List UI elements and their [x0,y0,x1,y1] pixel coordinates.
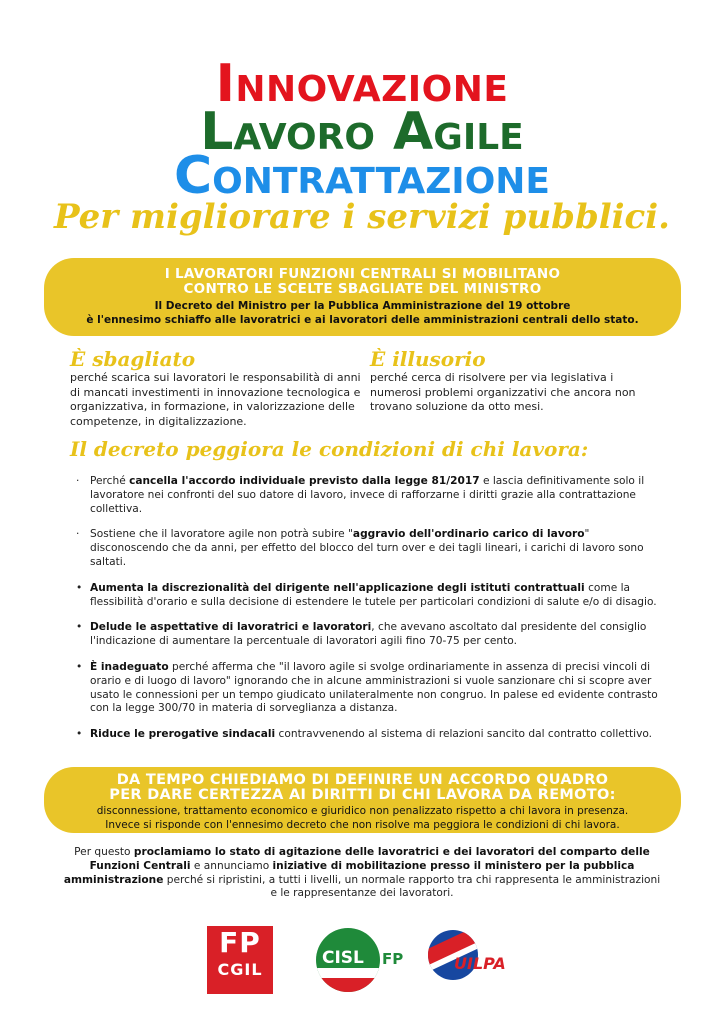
closing-paragraph: Per questo proclamiamo lo stato di agitazione delle lavoratrici e dei lavoratori del comparto delle Funzioni Centrali e annunciamo iniziative di mobilitazione presso il ministero per la pubblica amministrazione perché si ripristini, a tutti i livelli, un normale rapporto tra chi rappresenta le amministrazioni e le rappresentanze dei lavoratori. [63,846,661,900]
union-logos [0,922,724,1002]
subtitle: Per migliorare i servizi pubblici. [53,197,671,237]
bullet-dot-icon: • [76,621,83,634]
banner-mobilitazione [44,258,681,336]
banner-title-line2: CONTRO LE SCELTE SBAGLIATE DEL MINISTRO [183,281,542,297]
banner-sub-line2: è l'ennesimo schiaffo alle lavoratrici e ai lavoratori delle amministrazioni centrali dello stato. [86,314,639,326]
cisl-circle-icon: CISL [316,928,380,992]
column-body: perché cerca di risolvere per via legislativa i numerosi problemi organizzativi che ancora non trovano soluzione da otto mesi. [370,371,636,413]
bullet-dot-icon: • [76,728,83,741]
section-title: Il decreto peggiora le condizioni di chi lavora: [70,437,589,461]
list-item: • È inadeguato perché afferma che "il lavoro agile si svolge ordinariamente in assenza di precisi vincoli di orario e di luogo di lavoro" ignorando che in alcune amministrazioni si vuole sanzionare chi si scopre aver usato le connessioni per un tempo giudicato unilateralmente non congruo. In palese ed evidente contrasto con la legge 300/70 in materia di sorveglianza a distanza. [76,660,658,715]
column-illusorio [370,347,650,415]
column-heading: È sbagliato [70,347,196,371]
list-item: · Sostiene che il lavoratore agile non potrà subire "aggravio dell'ordinario carico di lavoro" disconoscendo che da anni, per effetto del blocco del turn over e dei tagli lineari, i carichi di lavoro sono saltati. [76,528,644,568]
list-item: • Riduce le prerogative sindacali contravvenendo al sistema di relazioni sancito dal contratto collettivo. [76,728,652,741]
column-heading: È illusorio [370,347,486,371]
banner-title-line1: I LAVORATORI FUNZIONI CENTRALI SI MOBILITANO [164,266,561,282]
bullet-dot-icon: • [76,581,83,594]
headline-contrattazione: Contrattazione [173,146,551,206]
cisl-fp-logo: CISL FP [316,928,412,992]
bullet-list [76,475,661,742]
fp-cgil-logo: FP CGIL [207,926,273,994]
banner-accordo-quadro [44,767,681,833]
bullet-dot-icon: · [76,528,80,541]
list-item: • Aumenta la discrezionalità del dirigente nell'applicazione degli istituti contrattuali come la flessibilità d'orario e sulla decisione di estendere le tutele per particolari condizioni di salute e/o di disagio. [76,581,657,608]
banner-title-line2: PER DARE CERTEZZA AI DIRITTI DI CHI LAVORA DA REMOTO: [109,787,616,803]
column-sbagliato [70,347,362,429]
bullet-dot-icon: · [76,475,80,487]
headline-lavoro-agile: Lavoro Agile [200,102,524,162]
list-item: • Delude le aspettative di lavoratrici e lavoratori, che avevano ascoltato dal presidente del consiglio l'indicazione di aumentare la percentuale di lavoratori agili fino 70-75 per cento. [76,621,647,648]
banner-sub-line2: Invece si risponde con l'ennesimo decreto che non risolve ma peggiora le condizioni di chi lavora. [105,819,620,831]
banner-title-line1: DA TEMPO CHIEDIAMO DI DEFINIRE UN ACCORDO QUADRO [116,772,609,788]
bullet-dot-icon: • [76,660,83,673]
headline-innovazione: Innovazione [215,54,509,114]
banner-sub-line1: disconnessione, trattamento economico e giuridico non penalizzato rispetto a chi lavora in presenza. [96,805,629,817]
banner-sub-line1: Il Decreto del Ministro per la Pubblica Amministrazione del 19 ottobre [154,300,571,312]
column-body: perché scarica sui lavoratori le responsabilità di anni di mancati investimenti in innovazione tecnologica e organizzativa, in formazione, in valorizzazione delle competenze, in digitalizzazione. [70,371,361,428]
list-item: · Perché cancella l'accordo individuale previsto dalla legge 81/2017 e lascia definitivamente solo il lavoratore nei confronti del suo datore di lavoro, invece di rafforzarne i diritti grazie alla contrattazione collettiva. [76,475,645,515]
uilpa-logo: UILPA [424,926,516,994]
